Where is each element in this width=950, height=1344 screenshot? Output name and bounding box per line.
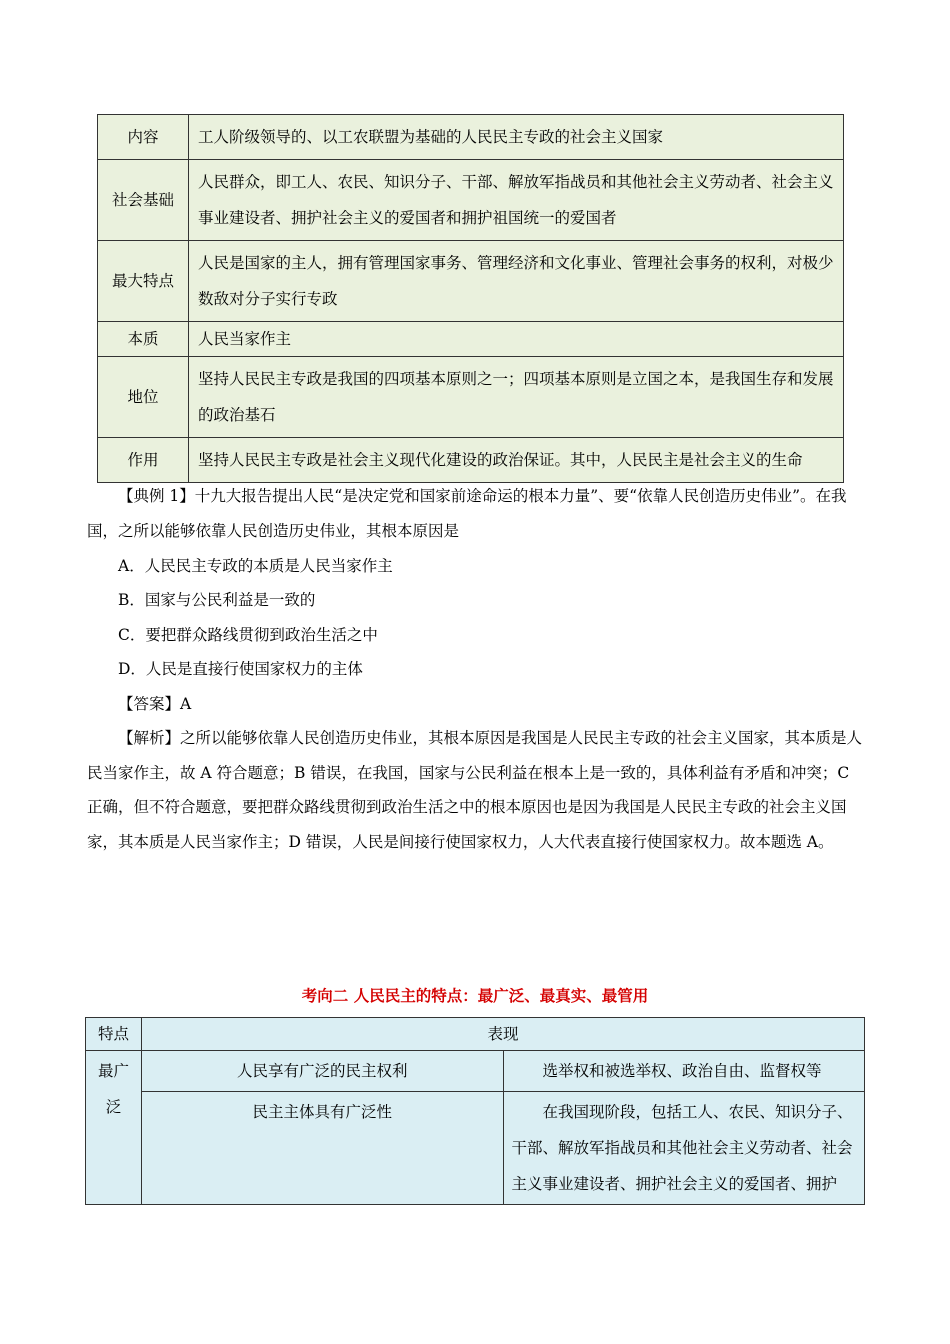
row-label: 内容 <box>98 115 189 160</box>
row-label: 社会基础 <box>98 160 189 241</box>
table-row <box>98 322 844 357</box>
header-feature: 特点 <box>86 1018 142 1051</box>
section-heading: 考向二 人民民主的特点：最广泛、最真实、最管用 <box>301 986 649 1005</box>
row-content: 人民当家作主 <box>189 322 844 357</box>
example-question: 【典例 1】十九大报告提出人民“是决定党和国家前途命运的根本力量”、要“依靠人民创造历史伟业”。在我国，之所以能够依靠人民创造历史伟业，其根本原因是 <box>87 487 847 540</box>
group-label: 最广泛 <box>86 1051 142 1205</box>
manifestation: 选举权和被选举权、政治自由、监督权等 <box>503 1051 865 1092</box>
democracy-features-table <box>85 1017 865 1205</box>
table-row <box>98 160 844 241</box>
sub-feature: 民主主体具有广泛性 <box>142 1092 504 1205</box>
table-row <box>98 115 844 160</box>
row-content: 工人阶级领导的、以工农联盟为基础的人民民主专政的社会主义国家 <box>189 115 844 160</box>
table-row <box>86 1051 865 1092</box>
row-label: 本质 <box>98 322 189 357</box>
table-row <box>86 1092 865 1205</box>
option-c: C．要把群众路线贯彻到政治生活之中 <box>118 626 378 644</box>
option-a: A．人民民主专政的本质是人民当家作主 <box>118 557 393 575</box>
header-manifestation: 表现 <box>142 1018 865 1051</box>
manifestation: 在我国现阶段，包括工人、农民、知识分子、干部、解放军指战员和其他社会主义劳动者、社会主义事业建设者、拥护社会主义的爱国者、拥护 <box>503 1092 865 1205</box>
sub-feature: 人民享有广泛的民主权利 <box>142 1051 504 1092</box>
row-content: 坚持人民民主专政是社会主义现代化建设的政治保证。其中，人民民主是社会主义的生命 <box>189 438 844 483</box>
table-row <box>98 241 844 322</box>
row-content: 人民是国家的主人，拥有管理国家事务、管理经济和文化事业、管理社会事务的权利，对极少数敌对分子实行专政 <box>189 241 844 322</box>
answer: 【答案】A <box>118 695 192 713</box>
table-header-row <box>86 1018 865 1051</box>
row-content: 坚持人民民主专政是我国的四项基本原则之一；四项基本原则是立国之本，是我国生存和发展的政治基石 <box>189 357 844 438</box>
table-row <box>98 438 844 483</box>
row-label: 地位 <box>98 357 189 438</box>
row-content: 人民群众，即工人、农民、知识分子、干部、解放军指战员和其他社会主义劳动者、社会主义事业建设者、拥护社会主义的爱国者和拥护祖国统一的爱国者 <box>189 160 844 241</box>
option-d: D．人民是直接行使国家权力的主体 <box>118 660 363 678</box>
option-b: B．国家与公民利益是一致的 <box>118 591 316 609</box>
analysis: 【解析】之所以能够依靠人民创造历史伟业，其根本原因是我国是人民民主专政的社会主义国家，其本质是人民当家作主，故 A 符合题意；B 错误，在我国，国家与公民利益在根本上是一致的，具体利益有矛盾和冲突；C 正确，但不符合题意，要把群众路线贯彻到政治生活之中的根本原因也是因为我国是人民民主专政的社会主义国家，其本质是人民当家作主；D 错误，人民是间接行使国家权力，人大代表直接行使国家权力。故本题选 A。 <box>87 729 863 851</box>
state-nature-table <box>97 114 844 483</box>
row-label: 作用 <box>98 438 189 483</box>
table-row <box>98 357 844 438</box>
row-label: 最大特点 <box>98 241 189 322</box>
